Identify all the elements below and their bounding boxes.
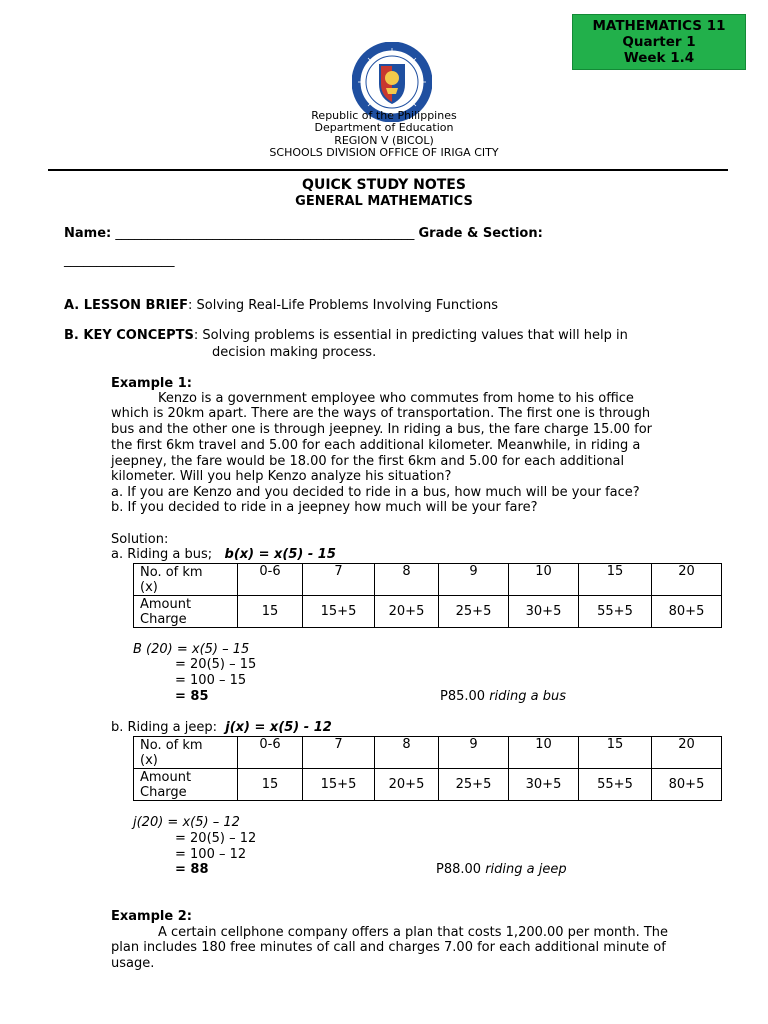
table-cell: 15 bbox=[238, 596, 303, 628]
table-cell: 7 bbox=[303, 564, 375, 596]
table-cell: 0-6 bbox=[238, 564, 303, 596]
jeep-heading bbox=[111, 720, 332, 736]
header-department: Department of Education bbox=[314, 121, 454, 134]
bus-work-result: = 85 bbox=[175, 689, 209, 704]
table-cell: 80+5 bbox=[652, 596, 722, 628]
table-row-label: Amount Charge bbox=[134, 769, 238, 801]
bus-heading bbox=[111, 547, 336, 563]
example-2-line: plan includes 180 free minutes of call and charges 7.00 for each additional minute of bbox=[111, 940, 666, 955]
table-cell: 15 bbox=[579, 737, 652, 769]
header-division: SCHOOLS DIVISION OFFICE OF IRIGA CITY bbox=[269, 146, 499, 159]
example-1-heading: Example 1: bbox=[111, 376, 192, 391]
table-cell: 80+5 bbox=[652, 769, 722, 801]
table-row-label: Amount Charge bbox=[134, 596, 238, 628]
jeep-label: b. Riding a jeep: bbox=[111, 720, 217, 735]
table-cell: 10 bbox=[509, 737, 579, 769]
example-1-line: Kenzo is a government employee who commutes from home to his office bbox=[158, 391, 634, 406]
example-1-line: the first 6km travel and 5.00 for each additional kilometer. Meanwhile, in riding a bbox=[111, 438, 641, 453]
example-1-question-a: a. If you are Kenzo and you decided to ride in a bus, how much will be your face? bbox=[111, 485, 640, 500]
jeep-work-line: j(20) = x(5) – 12 bbox=[133, 815, 240, 830]
jeep-work-line: = 100 – 12 bbox=[175, 847, 247, 862]
example-2-line: A certain cellphone company offers a plan that costs 1,200.00 per month. The bbox=[158, 925, 669, 940]
example-1-question-b: b. If you decided to ride in a jeepney how much will be your fare? bbox=[111, 500, 538, 515]
example-2-line: usage. bbox=[111, 956, 155, 971]
grade-label: Grade & Section: bbox=[418, 226, 543, 241]
jeep-answer-value: P88.00 bbox=[436, 862, 482, 877]
page-subtitle: GENERAL MATHEMATICS bbox=[295, 194, 473, 209]
jeep-formula: j(x) = x(5) - 12 bbox=[225, 720, 332, 735]
bus-answer-value: P85.00 bbox=[440, 689, 486, 704]
bus-fare-table bbox=[133, 563, 722, 628]
table-cell: 10 bbox=[509, 564, 579, 596]
page-title: QUICK STUDY NOTES bbox=[302, 177, 466, 193]
jeep-answer-text: riding a jeep bbox=[481, 862, 567, 877]
subject-badge bbox=[572, 14, 746, 70]
name-row bbox=[64, 226, 543, 242]
table-cell: 15+5 bbox=[303, 769, 375, 801]
table-row bbox=[134, 769, 722, 801]
table-row bbox=[134, 596, 722, 628]
jeep-result-value: 88 bbox=[190, 862, 209, 877]
table-cell: 7 bbox=[303, 737, 375, 769]
table-cell: 30+5 bbox=[509, 596, 579, 628]
table-cell: 25+5 bbox=[439, 596, 509, 628]
table-cell: 8 bbox=[375, 564, 439, 596]
table-cell: 9 bbox=[439, 737, 509, 769]
badge-subject: MATHEMATICS 11 bbox=[592, 18, 726, 34]
bus-work-line: = 100 – 15 bbox=[175, 673, 247, 688]
bus-formula: b(x) = x(5) - 15 bbox=[224, 547, 336, 562]
concepts-text-2: decision making process. bbox=[212, 345, 377, 360]
table-row-label: No. of km (x) bbox=[134, 737, 238, 769]
table-cell: 0-6 bbox=[238, 737, 303, 769]
jeep-work-result: = 88 bbox=[175, 862, 209, 877]
table-row-label: No. of km (x) bbox=[134, 564, 238, 596]
example-1-line: which is 20km apart. There are the ways of transportation. The first one is through bbox=[111, 406, 651, 421]
jeep-answer bbox=[436, 862, 567, 878]
table-row bbox=[134, 737, 722, 769]
table-cell: 25+5 bbox=[439, 769, 509, 801]
bus-label: a. Riding a bus; bbox=[111, 547, 213, 562]
table-cell: 15+5 bbox=[303, 596, 375, 628]
bus-work-line: = 20(5) – 15 bbox=[175, 657, 257, 672]
grade-blank: _________________ bbox=[64, 253, 175, 268]
bus-answer-text: riding a bus bbox=[485, 689, 567, 704]
header-region: REGION V (BICOL) bbox=[334, 134, 434, 147]
concepts-text-1: : Solving problems is essential in predicting values that will help in bbox=[193, 328, 628, 343]
name-blank: ______________________________________________ bbox=[115, 226, 415, 241]
table-cell: 20+5 bbox=[375, 769, 439, 801]
table-cell: 20 bbox=[652, 564, 722, 596]
bus-result-value: 85 bbox=[190, 689, 209, 704]
table-cell: 55+5 bbox=[579, 596, 652, 628]
table-cell: 9 bbox=[439, 564, 509, 596]
table-cell: 8 bbox=[375, 737, 439, 769]
header-divider bbox=[48, 169, 728, 171]
badge-quarter: Quarter 1 bbox=[622, 34, 696, 50]
lesson-brief bbox=[64, 298, 498, 314]
table-cell: 15 bbox=[579, 564, 652, 596]
table-row bbox=[134, 564, 722, 596]
header-republic: Republic of the Philippines bbox=[311, 109, 457, 122]
jeep-work-line: = 20(5) – 12 bbox=[175, 831, 257, 846]
table-cell: 20 bbox=[652, 737, 722, 769]
bus-answer bbox=[440, 689, 566, 705]
example-1-line: kilometer. Will you help Kenzo analyze his situation? bbox=[111, 469, 452, 484]
example-2-heading: Example 2: bbox=[111, 909, 192, 924]
lesson-text: : Solving Real-Life Problems Involving Functions bbox=[188, 298, 498, 313]
key-concepts bbox=[64, 328, 628, 344]
jeep-fare-table bbox=[133, 736, 722, 801]
example-1-line: jeepney, the fare would be 18.00 for the first 6km and 5.00 for each additional bbox=[111, 454, 625, 469]
table-cell: 30+5 bbox=[509, 769, 579, 801]
table-cell: 20+5 bbox=[375, 596, 439, 628]
badge-week: Week 1.4 bbox=[623, 50, 695, 66]
concepts-label: B. KEY CONCEPTS bbox=[64, 328, 194, 343]
name-label: Name: bbox=[64, 226, 112, 241]
table-cell: 15 bbox=[238, 769, 303, 801]
lesson-label: A. LESSON BRIEF bbox=[64, 298, 189, 313]
solution-label: Solution: bbox=[111, 532, 169, 547]
example-1-line: bus and the other one is through jeepney. In riding a bus, the fare charge 15.00 for bbox=[111, 422, 653, 437]
bus-work-line: B (20) = x(5) – 15 bbox=[133, 642, 250, 657]
table-cell: 55+5 bbox=[579, 769, 652, 801]
